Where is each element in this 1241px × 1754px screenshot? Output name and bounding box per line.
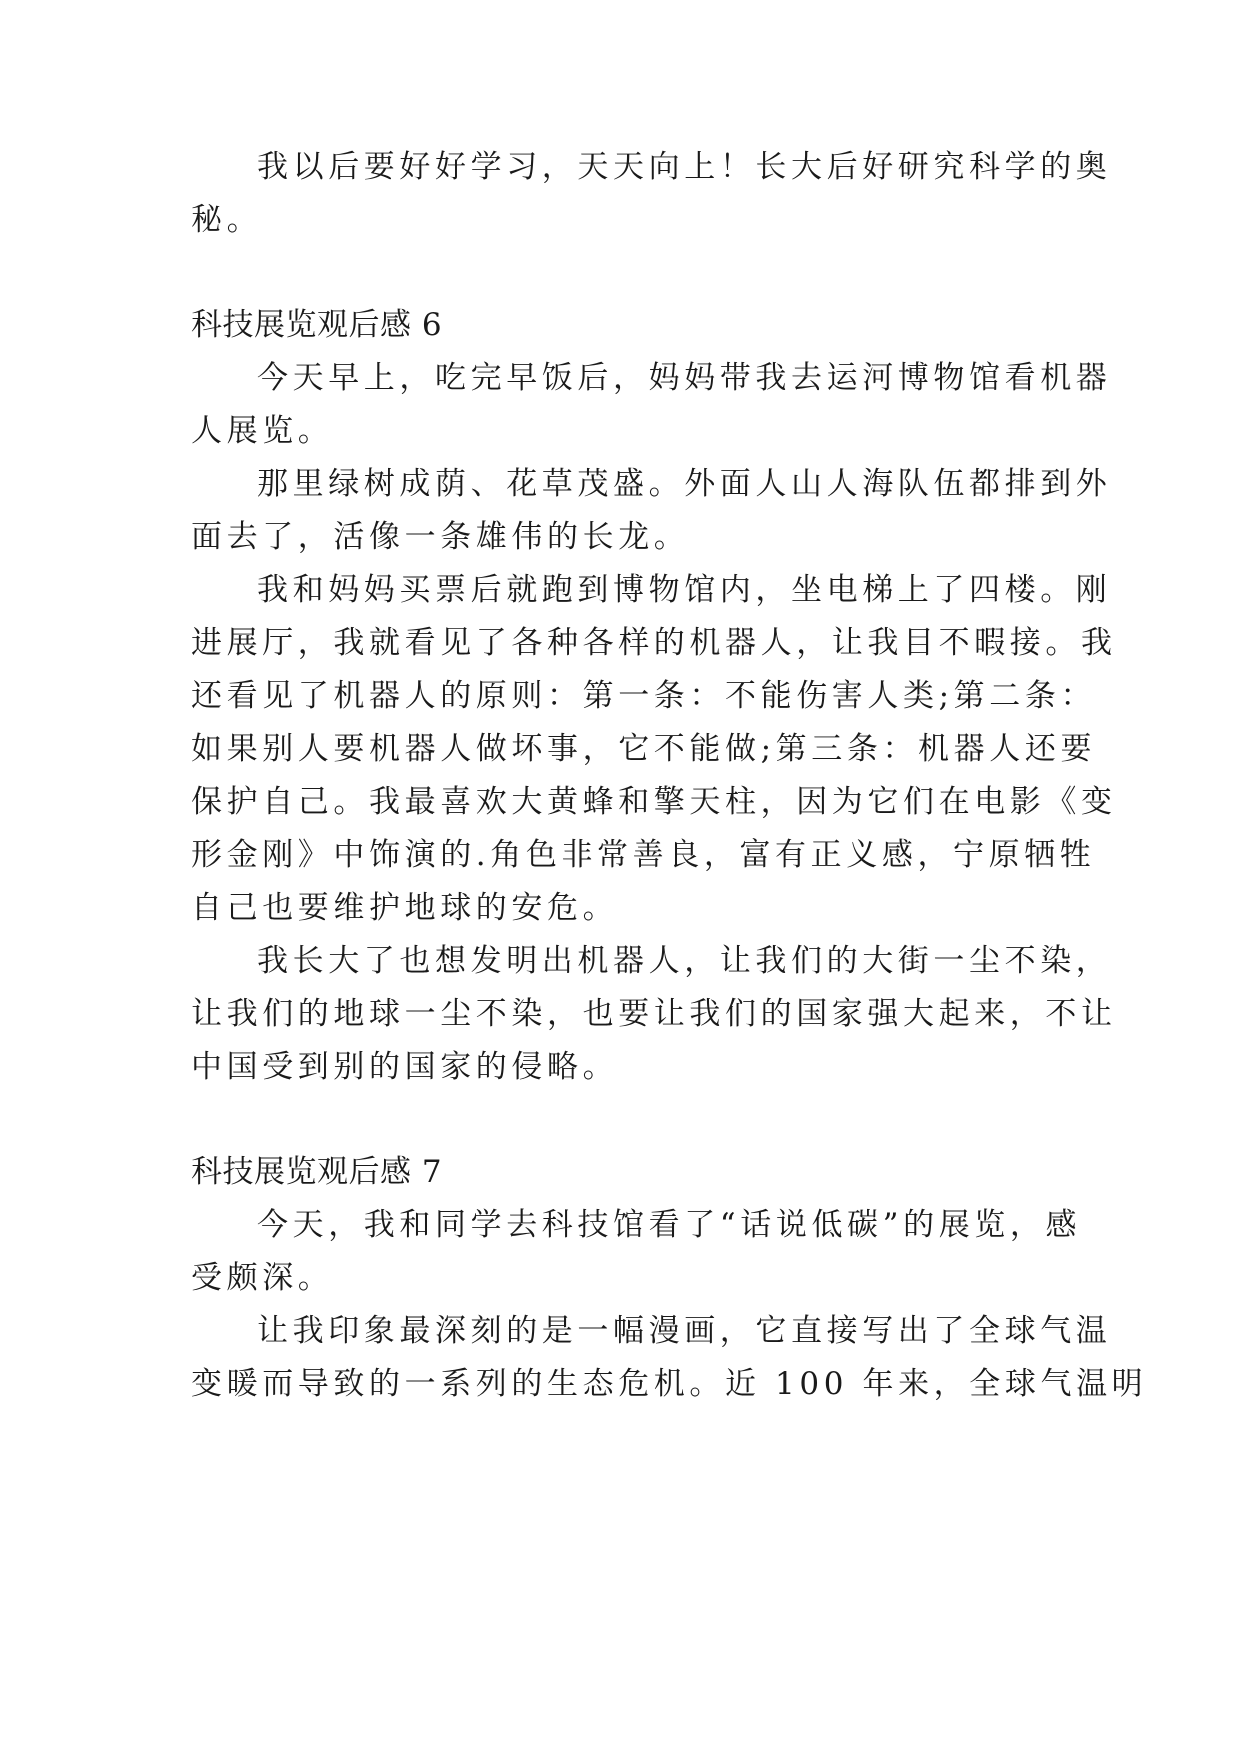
paragraph-line: 保护自己。我最喜欢大黄蜂和擎天柱，因为它们在电影《变 [191,784,1117,820]
paragraph-line: 我和妈妈买票后就跑到博物馆内，坐电梯上了四楼。刚 [257,572,1112,608]
paragraph-line: 今天早上，吃完早饭后，妈妈带我去运河博物馆看机器 [257,360,1112,396]
paragraph-line: 中国受到别的国家的侵略。 [191,1049,619,1085]
paragraph-line: 让我印象最深刻的是一幅漫画，它直接写出了全球气温 [257,1313,1112,1349]
paragraph-line: 那里绿树成荫、花草茂盛。外面人山人海队伍都排到外 [257,466,1112,502]
paragraph-line: 让我们的地球一尘不染，也要让我们的国家强大起来，不让 [191,996,1117,1032]
paragraph-line: 我长大了也想发明出机器人，让我们的大街一尘不染， [257,943,1112,979]
paragraph-line: 今天，我和同学去科技馆看了“话说低碳”的展览，感 [257,1207,1082,1243]
paragraph-line: 还看见了机器人的原则：第一条：不能伤害人类;第二条： [191,678,1097,714]
paragraph-line: 自己也要维护地球的安危。 [191,890,619,926]
paragraph-line: 形金刚》中饰演的.角色非常善良，富有正义感，宁原牺牲 [191,837,1096,873]
paragraph-line: 受颇深。 [191,1260,334,1296]
paragraph-line: 面去了，活像一条雄伟的长龙。 [191,519,690,555]
paragraph-line: 人展览。 [191,413,334,449]
paragraph-line: 进展厅，我就看见了各种各样的机器人，让我目不暇接。我 [191,625,1117,661]
section-heading: 科技展览观后感 7 [191,1154,443,1190]
paragraph-line: 我以后要好好学习，天天向上！长大后好研究科学的奥 [257,149,1112,185]
paragraph-line: 变暖而导致的一系列的生态危机。近 100 年来，全球气温明 [191,1366,1148,1402]
paragraph-line: 如果别人要机器人做坏事，它不能做;第三条：机器人还要 [191,731,1097,767]
paragraph-line: 秘。 [191,202,263,238]
section-heading: 科技展览观后感 6 [191,307,443,343]
